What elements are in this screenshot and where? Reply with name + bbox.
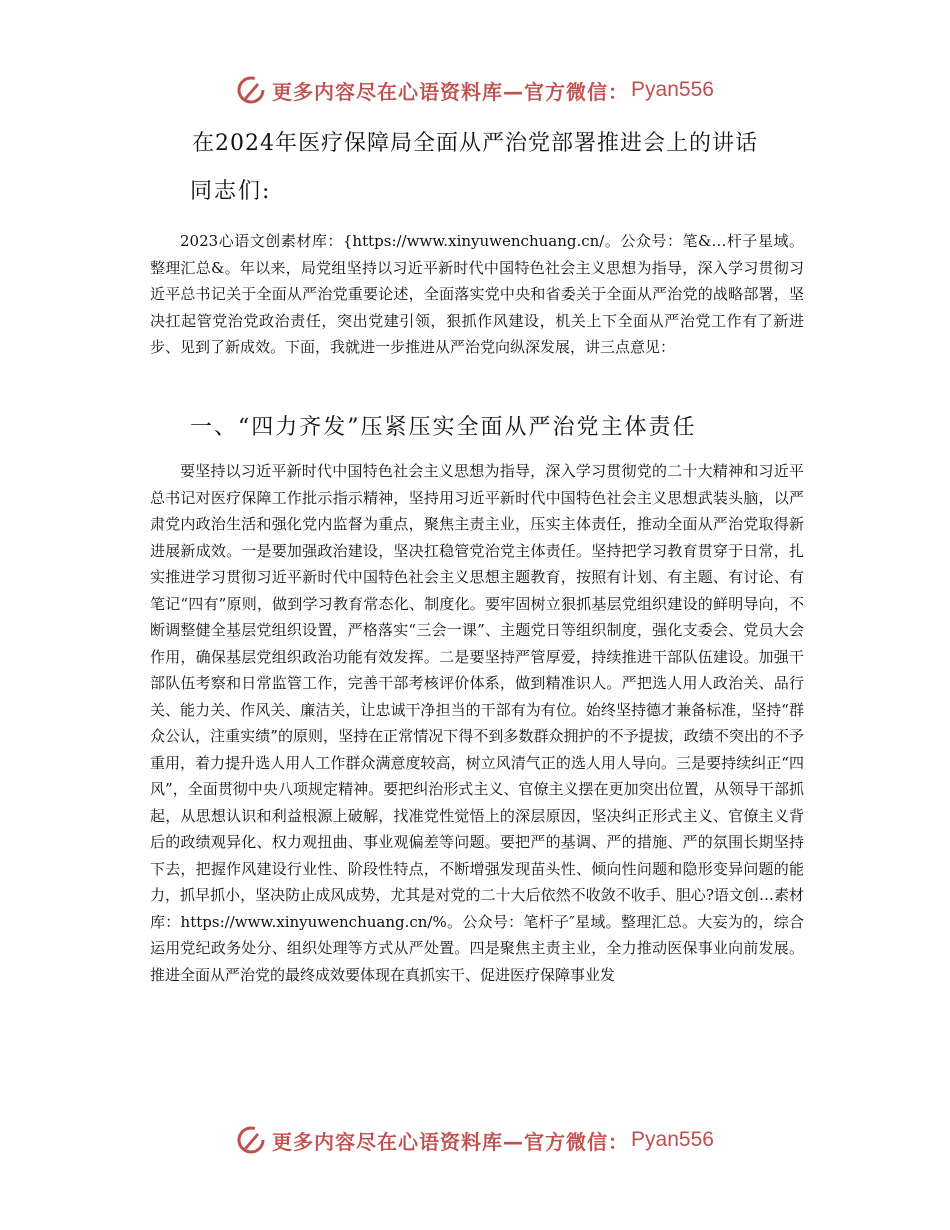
pen-logo-icon [236,75,266,105]
section-1-paragraph: 要坚持以习近平新时代中国特色社会主义思想为指导，深入学习贯彻党的二十大精神和习近平总书记对医疗保障工作批示指示精神，坚持用习近平新时代中国特色社会主义思想武装头脑，以严肃党内政治生活和强化党内监督为重点，聚焦主责主业，压实主体责任，推动全面从严治党取得新进展新成效。一是要加强政治建设，坚决扛稳管党治党主体责任。坚持把学习教育贯穿于日常，扎实推进学习贯彻习近平新时代中国特色社会主义思想主题教育，按照有计划、有主题、有讨论、有笔记“四有”原则，做到学习教育常态化、制度化。要牢固树立狠抓基层党组织建设的鲜明导向，不断调整健全基层党组织设置，严格落实“三会一课”、主题党日等组织制度，强化支委会、党员大会作用，确保基层党组织政治功能有效发挥。二是要坚持严管厚爱，持续推进干部队伍建设。加强干部队伍考察和日常监管工作，完善干部考核评价体系，做到精准识人。严把选人用人政治关、品行关、能力关、作风关、廉洁关，让忠诚干净担当的干部有为有位。始终坚持德才兼备标准，坚持“群众公认，注重实绩”的原则，坚持在正常情况下得不到多数群众拥护的不予提拔，政绩不突出的不予重用，着力提升选人用人工作群众满意度较高，树立风清气正的选人用人导向。三是要持续纠正“四风”，全面贯彻中央八项规定精神。要把纠治形式主义、官僚主义摆在更加突出位置，从领导干部抓起，从思想认识和利益根源上破解，找准党性觉悟上的深层原因，坚决纠正形式主义、官僚主义背后的政绩观异化、权力观扭曲、事业观偏差等问题。要把严的基调、严的措施、严的氛围长期坚持下去，把握作风建设行业性、阶段性特点，不断增强发现苗头性、倾向性问题和隐形变异问题的能力，抓早抓小，坚决防止成风成势，尤其是对党的二十大后依然不收敛不收手、胆心?语文创…素材库：https://www.xinyuwenchuang.cn/%。公众号：笔杆子″星域。整理汇总。大妄为的，综合运用党纪政务处分、组织处理等方式从严处置。四是聚焦主责主业，全力推动医保事业向前发展。推进全面从严治党的最终成效要体现在真抓实干、促进医疗保障事业发 [150,462,804,984]
document-title: 在2024年医疗保障局全面从严治党部署推进会上的讲话 [192,131,758,156]
top-banner [0,70,950,110]
bottom-banner [0,1120,950,1160]
section-heading-1: 一、“四力齐发”压紧压实全面从严治党主体责任 [190,415,697,440]
salutation: 同志们: [190,179,272,204]
banner-wechat-id: Pyan556 [631,1128,714,1151]
banner-text: 更多内容尽在心语资料库—官方微信： [272,1129,630,1154]
banner-wechat-id: Pyan556 [631,78,714,101]
banner-text: 更多内容尽在心语资料库—官方微信： [272,79,630,104]
intro-paragraph: 2023心语文创素材库：{https://www.xinyuwenchuang.cn/。公众号：笔&…杆子星域。整理汇总&。年以来，局党组坚持以习近平新时代中国特色社会主义思想为指导，深入学习贯彻习近平总书记关于全面从严治党重要论述，全面落实党中央和省委关于全面从严治党的战略部署，坚决扛起管党治党政治责任，突出党建引领，狠抓作风建设，机关上下全面从严治党工作有了新进步、见到了新成效。下面，我就进一步推进从严治党向纵深发展，讲三点意见： [150,232,804,356]
pen-logo-icon [236,1125,266,1155]
